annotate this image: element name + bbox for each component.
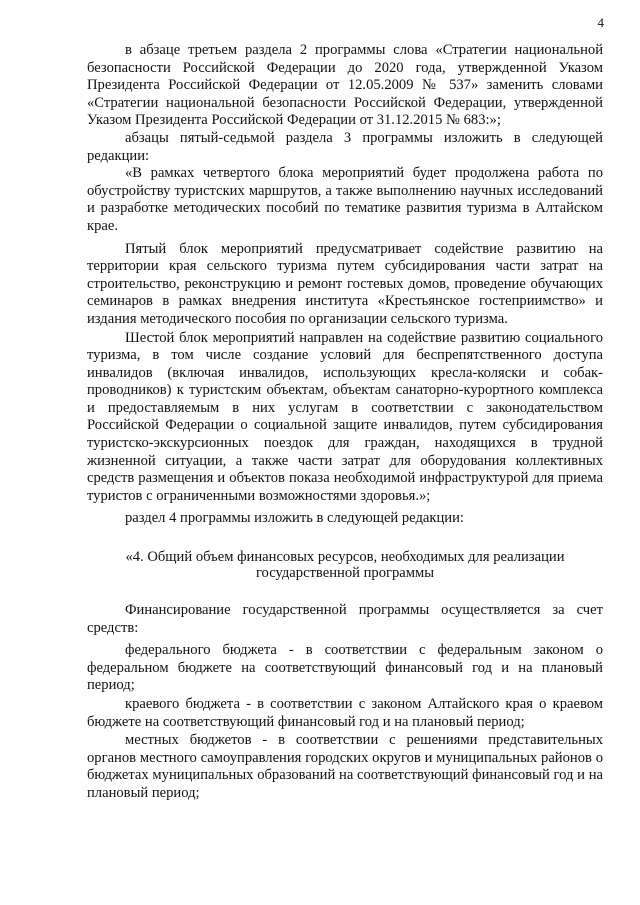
paragraph-regional-budget: краевого бюджета - в соответствии с законом Алтайского края о краевом бюджете на соответствующий финансовый год и на плановый период;	[87, 696, 603, 730]
paragraph-section4-intro: раздел 4 программы изложить в следующей редакции:	[125, 510, 464, 527]
paragraph-section3-intro: абзацы пятый-седьмой раздела 3 программы изложить в следующей редакции:	[87, 129, 603, 164]
paragraph-federal-budget: федерального бюджета - в соответствии с федеральным законом о федеральном бюджете на соответствующий финансовый год и на плановый период;	[87, 642, 603, 694]
paragraph-sixth-block: Шестой блок мероприятий направлен на содействие развитию социального туризма, в том числе создание условий для беспрепятственного доступа инвалидов (включая инвалидов, использующих кресла-коляски и собак-проводников) к туристским объектам, объектам санаторно-курортного комплекса и предоставляемым в них услугам в соответствии с законодательством Российской Федерации о социальной защите инвалидов, путем субсидирования туристско-экскурсионных поездок для граждан, находящихся в трудной жизненной ситуации, а также части затрат для оборудования коллективных средств размещения и объектов показа необходимой инфраструктурой для приема туристов с ограниченными возможностями здоровья.»;	[87, 329, 603, 504]
paragraph-financing-intro: Финансирование государственной программы осуществляется за счет средств:	[87, 602, 603, 636]
paragraph-local-budgets: местных бюджетов - в соответствии с решениями представительных органов местного самоуправления городских округов и муниципальных районов о бюджетах муниципальных образований на соответствующий финансовый год и на плановый период;	[87, 732, 603, 801]
paragraph-fourth-block: «В рамках четвертого блока мероприятий будет продолжена работа по обустройству туристских маршрутов, а также выполнению научных исследований и разработке методических пособий по тематике развития туризма в Алтайском крае.	[87, 165, 603, 234]
paragraph-strategy-replacement: в абзаце третьем раздела 2 программы слова «Стратегии национальной безопасности Российской Федерации до 2020 года, утвержденной Указом Президента Российской Федерации от 12.05.2009 № 537» заменить словами «Стратегии национальной безопасности Российской Федерации, утвержденной Указом Президента Российской Федерации от 31.12.2015 № 683:»;	[87, 42, 603, 129]
page-number: 4	[597, 15, 604, 30]
paragraph-fifth-block: Пятый блок мероприятий предусматривает содействие развитию на территории края сельского туризма путем субсидирования части затрат на строительство, реконструкцию и ремонт гостевых домов, проведение обучающих семинаров в рамках внедрения института «Крестьянское гостеприимство» и издания методического пособия по организации сельского туризма.	[87, 240, 603, 327]
section-heading: «4. Общий объем финансовых ресурсов, необходимых для реализации государственной программы	[125, 549, 565, 582]
document-body	[87, 42, 603, 803]
